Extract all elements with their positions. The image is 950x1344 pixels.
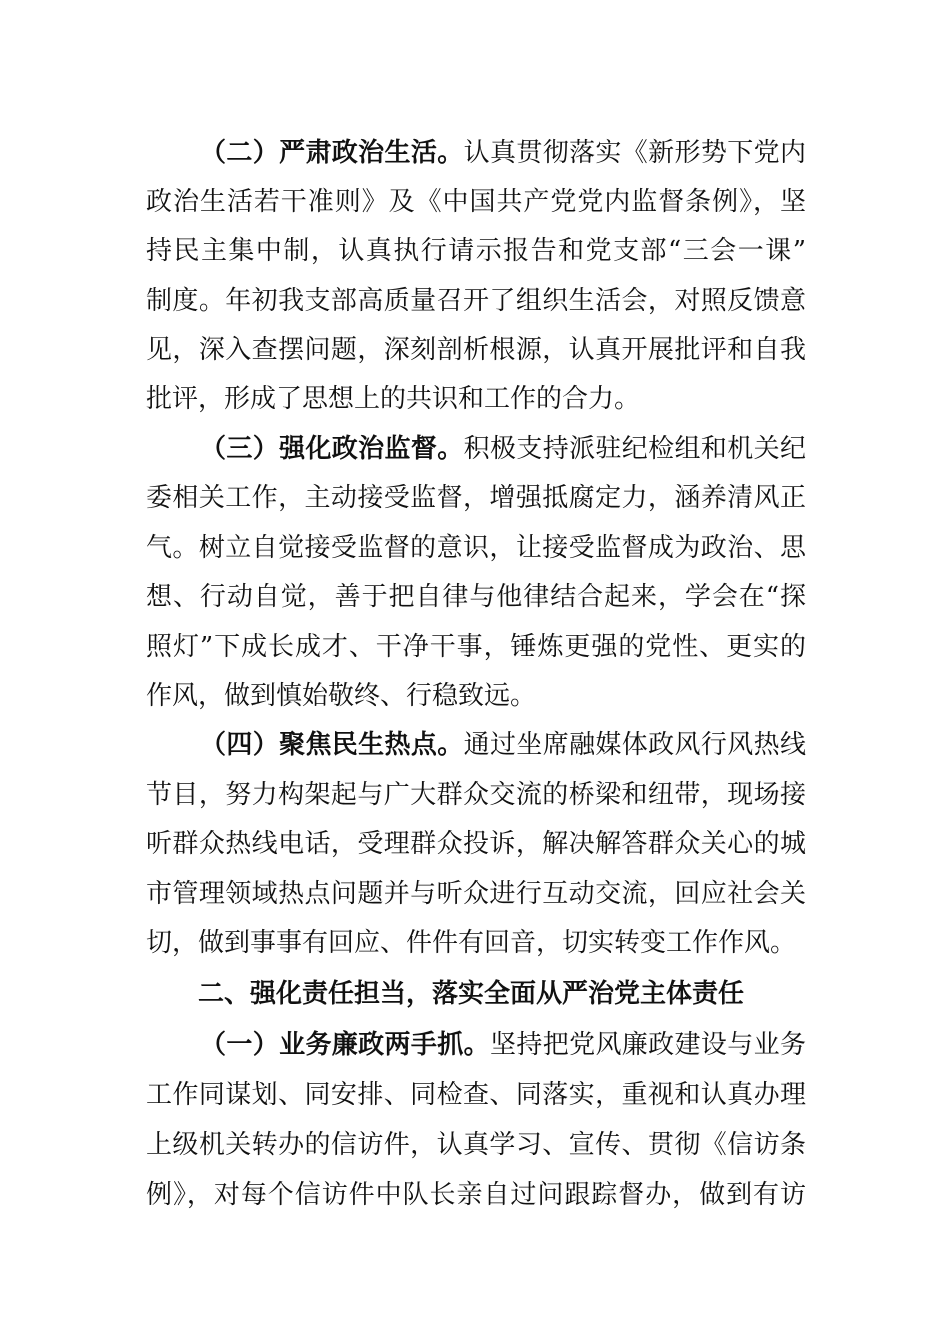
paragraph-text: 认真贯彻落实《新形势下党内	[463, 138, 806, 168]
paragraph-line: 切，做到事事有回应、件件有回音，切实转变工作作风。	[146, 928, 797, 958]
paragraph-title: （四）聚焦民生热点。	[200, 730, 464, 760]
paragraph-line: 市管理领域热点问题并与听众进行互动交流，回应社会关	[146, 879, 806, 909]
section-heading: 二、强化责任担当，落实全面从严治党主体责任	[198, 979, 745, 1009]
paragraph-line	[200, 128, 806, 178]
paragraph-line: 持民主集中制，认真执行请示报告和党支部“三会一课”	[146, 236, 806, 266]
paragraph-text: 通过坐席融媒体政风行风热线	[463, 730, 806, 760]
paragraph-line	[200, 424, 806, 474]
paragraph-title: （三）强化政治监督。	[200, 434, 464, 464]
paragraph-title: （二）严肃政治生活。	[200, 138, 464, 168]
paragraph-line: 制度。年初我支部高质量召开了组织生活会，对照反馈意	[146, 286, 806, 316]
paragraph-line	[200, 1020, 806, 1070]
paragraph-line: 工作同谋划、同安排、同检查、同落实，重视和认真办理	[146, 1080, 806, 1110]
paragraph-line: 政治生活若干准则》及《中国共产党党内监督条例》，坚	[146, 187, 806, 217]
paragraph-line: 例》，对每个信访件中队长亲自过问跟踪督办，做到有访	[146, 1180, 806, 1210]
paragraph-line: 上级机关转办的信访件，认真学习、宣传、贯彻《信访条	[146, 1130, 806, 1160]
paragraph-line: 作风，做到慎始敬终、行稳致远。	[146, 681, 537, 711]
paragraph-line	[200, 720, 806, 770]
paragraph-text: 积极支持派驻纪检组和机关纪	[463, 434, 806, 464]
paragraph-text: 坚持把党风廉政建设与业务	[490, 1030, 806, 1060]
paragraph-line: 气。树立自觉接受监督的意识，让接受监督成为政治、思	[146, 533, 806, 563]
paragraph-line: 批评，形成了思想上的共识和工作的合力。	[146, 384, 641, 414]
paragraph-line: 照灯”下成长成才、干净干事，锤炼更强的党性、更实的	[146, 632, 806, 662]
paragraph-title: （一）业务廉政两手抓。	[200, 1030, 490, 1060]
paragraph-line: 听群众热线电话，受理群众投诉，解决解答群众关心的城	[146, 829, 806, 859]
paragraph-line: 想、行动自觉，善于把自律与他律结合起来，学会在“探	[146, 582, 806, 612]
paragraph-line: 委相关工作，主动接受监督，增强抵腐定力，涵养清风正	[146, 483, 806, 513]
paragraph-line: 见，深入查摆问题，深刻剖析根源，认真开展批评和自我	[146, 335, 806, 365]
paragraph-line: 节目，努力构架起与广大群众交流的桥梁和纽带，现场接	[146, 780, 806, 810]
